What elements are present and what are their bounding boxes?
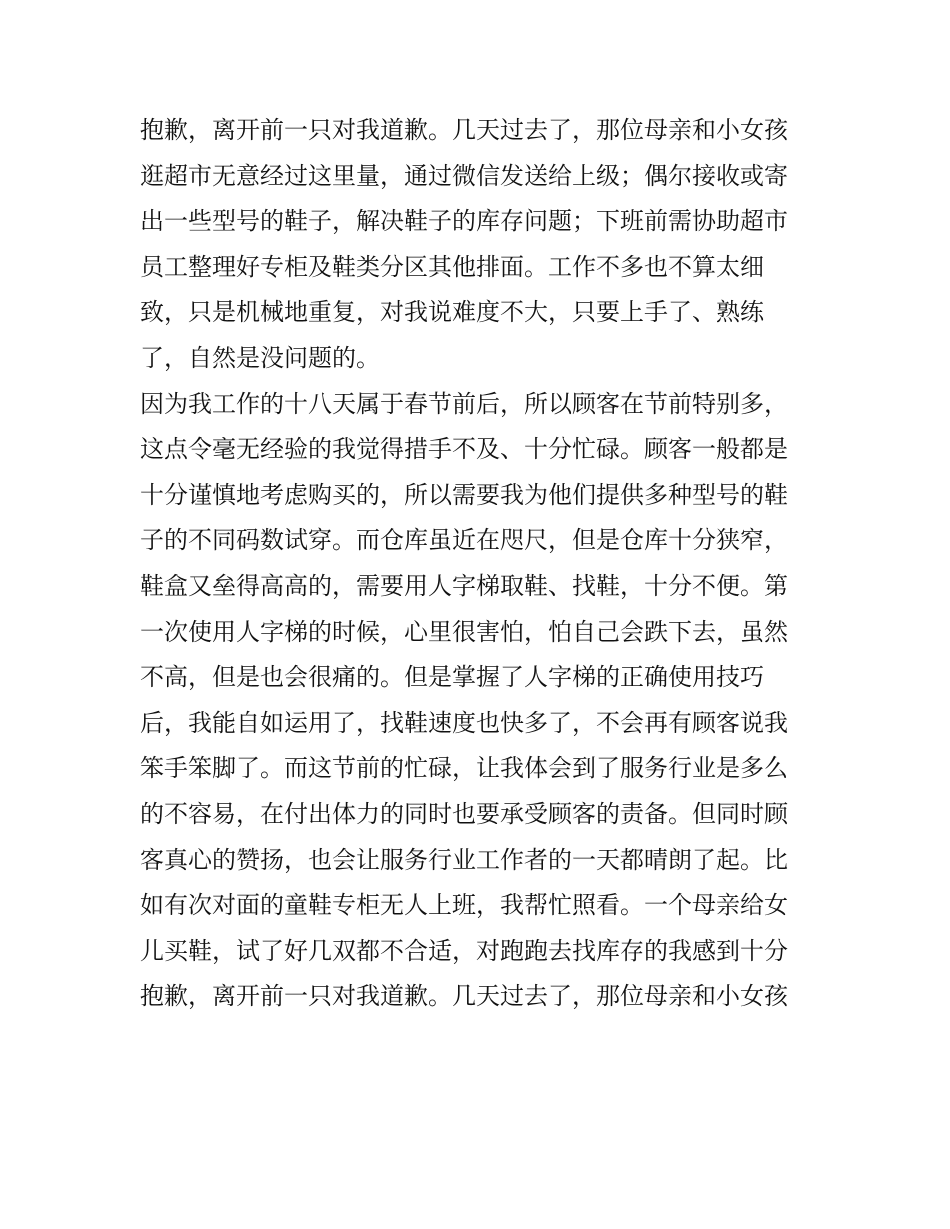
body-text [140,108,830,1020]
text-line: 十分谨慎地考虑购买的，所以需要我为他们提供多种型号的鞋 [140,480,788,509]
text-line: 不高，但是也会很痛的。但是掌握了人字梯的正确使用技巧 [140,663,764,692]
text-line: 逛超市无意经过这里量，通过微信发送给上级；偶尔接收或寄 [140,161,788,190]
text-line: 客真心的赞扬，也会让服务行业工作者的一天都晴朗了起。比 [140,845,788,874]
text-line: 抱歉，离开前一只对我道歉。几天过去了，那位母亲和小女孩 [140,116,788,144]
text-line: 后，我能自如运用了，找鞋速度也快多了，不会再有顾客说我 [140,708,788,737]
text-line: 如有次对面的童鞋专柜无人上班，我帮忙照看。一个母亲给女 [140,891,788,920]
text-line: 因为我工作的十八天属于春节前后，所以顾客在节前特别多， [140,389,788,418]
text-line: 的不容易，在付出体力的同时也要承受顾客的责备。但同时顾 [140,799,788,828]
text-line: 一次使用人字梯的时候，心里很害怕，怕自己会跌下去，虽然 [140,617,788,646]
text-line: 员工整理好专柜及鞋类分区其他排面。工作不多也不算太细 [140,252,764,281]
text-line: 儿买鞋，试了好几双都不合适，对跑跑去找库存的我感到十分 [140,936,788,965]
text-line: 笨手笨脚了。而这节前的忙碌，让我体会到了服务行业是多么 [140,754,788,783]
text-line: 鞋盒又垒得高高的，需要用人字梯取鞋、找鞋，十分不便。第 [140,571,788,600]
text-line: 了，自然是没问题的。 [140,343,380,372]
text-line: 这点令毫无经验的我觉得措手不及、十分忙碌。顾客一般都是 [140,435,788,464]
text-line: 抱歉，离开前一只对我道歉。几天过去了，那位母亲和小女孩 [140,982,788,1011]
text-line: 致，只是机械地重复，对我说难度不大，只要上手了、熟练 [140,298,764,327]
text-line: 出一些型号的鞋子，解决鞋子的库存问题；下班前需协助超市 [140,207,788,236]
text-line: 子的不同码数试穿。而仓库虽近在咫尺，但是仓库十分狭窄， [140,526,788,555]
